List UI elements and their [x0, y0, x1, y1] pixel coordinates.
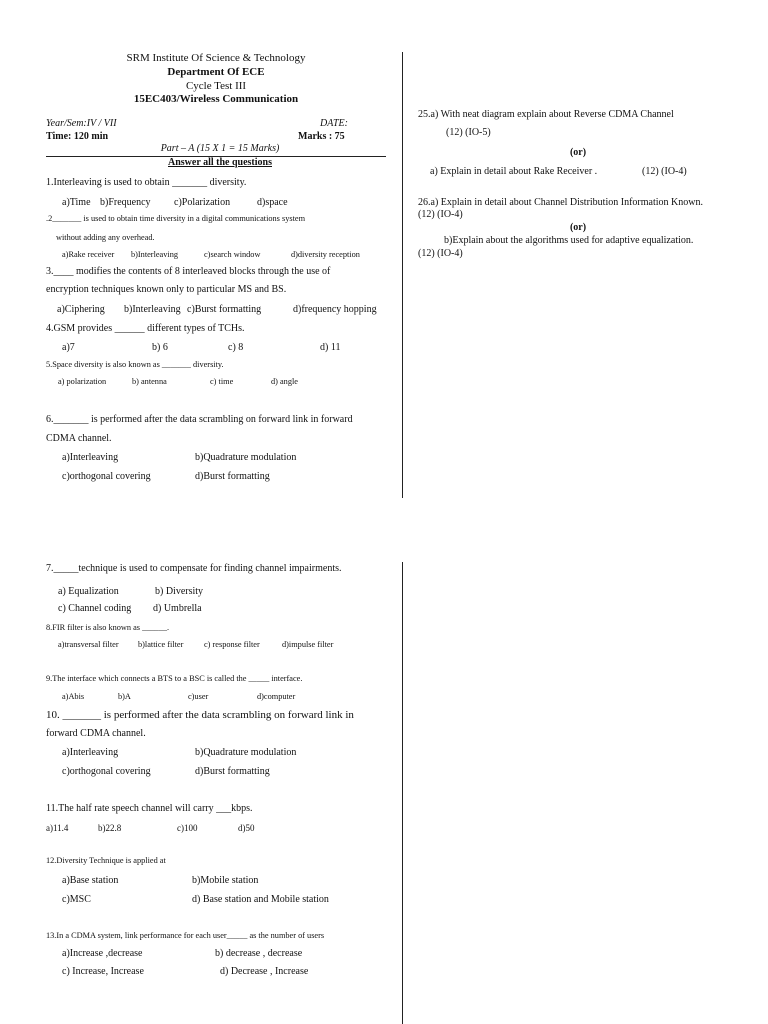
column-divider-bottom [402, 562, 403, 1024]
q5-option-d: d) angle [271, 377, 298, 386]
q8-option-a: a)transversal filter [58, 640, 119, 649]
date-label: DATE: [320, 118, 348, 129]
q25-or: (or) [569, 147, 587, 158]
q11-option-c: c)100 [177, 823, 198, 833]
q7-option-c: c) Channel coding [58, 603, 132, 614]
q11-option-a: a)11.4 [46, 823, 69, 833]
question-11: 11.The half rate speech channel will carry ___kbps. [46, 803, 253, 814]
question-3-line-2: encryption techniques known only to particular MS and BS. [46, 284, 287, 295]
q9-option-d: d)computer [257, 692, 296, 701]
question-13: 13.In a CDMA system, link performance for each user_____ as the number of users [46, 931, 325, 940]
q5-option-c: c) time [210, 377, 234, 386]
q6-option-b: b)Quadrature modulation [195, 452, 297, 463]
q2-option-d: d)diversity reception [291, 250, 360, 259]
q13-option-b: b) decrease , decrease [215, 948, 303, 959]
question-26a-line-1: 26.a) Explain in detail about Channel Distribution Information Known. [418, 197, 703, 208]
q7-option-d: d) Umbrella [153, 603, 202, 614]
question-7: 7._____technique is used to compensate for finding channel impairments. [46, 563, 342, 574]
question-6-line-1: 6._______ is performed after the data scrambling on forward link in forward [46, 414, 353, 425]
question-12: 12.Diversity Technique is applied at [46, 856, 166, 865]
q10-option-a: a)Interleaving [62, 747, 119, 758]
question-3-line-1: 3.____ modifies the contents of 8 interleaved blocks through the use of [46, 266, 331, 277]
question-26b-line-2: (12) (IO-4) [418, 248, 463, 259]
q8-option-d: d)impulse filter [282, 640, 334, 649]
question-26a-line-2: (12) (IO-4) [418, 209, 463, 220]
q10-option-c: c)orthogonal covering [62, 766, 151, 777]
q2-option-b: b)Interleaving [131, 250, 178, 259]
q12-option-c: c)MSC [62, 894, 91, 905]
question-10-line-2: forward CDMA channel. [46, 728, 146, 739]
exam-marks: Marks : 75 [298, 131, 345, 142]
q6-option-a: a)Interleaving [62, 452, 119, 463]
question-4: 4.GSM provides ______ different types of TCHs. [46, 323, 245, 334]
q4-option-d: d) 11 [320, 342, 341, 353]
q7-option-b: b) Diversity [155, 586, 204, 597]
question-10-line-1: 10. _______ is performed after the data scrambling on forward link in [46, 709, 354, 721]
column-divider-top [402, 52, 403, 498]
exam-time: Time: 120 min [46, 131, 109, 142]
q6-option-d: d)Burst formatting [195, 471, 270, 482]
question-1: 1.Interleaving is used to obtain _______ diversity. [46, 177, 247, 188]
q3-option-c: c)Burst formatting [187, 304, 262, 315]
q1-option-b: b)Frequency [100, 197, 151, 208]
q3-option-a: a)Ciphering [57, 304, 105, 315]
question-25a-line-1: 25.a) With neat diagram explain about Reverse CDMA Channel [418, 109, 674, 120]
q12-option-b: b)Mobile station [192, 875, 259, 886]
q10-option-b: b)Quadrature modulation [195, 747, 297, 758]
q12-option-a: a)Base station [62, 875, 119, 886]
exam-name: Cycle Test III [185, 80, 247, 92]
q13-option-c: c) Increase, Increase [62, 966, 144, 977]
q4-option-c: c) 8 [228, 342, 244, 353]
q1-option-a: a)Time [62, 197, 91, 208]
question-25b: a) Explain in detail about Rake Receiver . [430, 166, 598, 177]
q5-option-b: b) antenna [132, 377, 167, 386]
question-26b-line-1: b)Explain about the algorithms used for adaptive equalization. [444, 235, 694, 246]
q1-option-d: d)space [257, 197, 288, 208]
part-a-heading: Part – A (15 X 1 = 15 Marks) [160, 143, 280, 154]
question-2-line-1: .2_______ is used to obtain time diversity in a digital communications system [46, 214, 306, 223]
q26-or: (or) [569, 222, 587, 233]
question-25b-marks: (12) (IO-4) [642, 166, 687, 177]
q10-option-d: d)Burst formatting [195, 766, 270, 777]
q3-option-b: b)Interleaving [124, 304, 181, 315]
question-9: 9.The interface which connects a BTS to a BSC is called the _____ interface. [46, 674, 303, 683]
q11-option-b: b)22.8 [98, 823, 122, 833]
question-6-line-2: CDMA channel. [46, 433, 112, 444]
q4-option-a: a)7 [62, 342, 75, 353]
q2-option-c: c)search window [204, 250, 261, 259]
q13-option-d: d) Decrease , Increase [220, 966, 309, 977]
q8-option-c: c) response filter [204, 640, 260, 649]
q3-option-d: d)frequency hopping [293, 304, 377, 315]
q9-option-a: a)Abis [62, 692, 85, 701]
q12-option-d: d) Base station and Mobile station [192, 894, 329, 905]
q7-option-a: a) Equalization [58, 586, 119, 597]
question-25a-line-2: (12) (IO-5) [446, 127, 491, 138]
q6-option-c: c)orthogonal covering [62, 471, 151, 482]
q4-option-b: b) 6 [152, 342, 168, 353]
q11-option-d: d)50 [238, 823, 255, 833]
instruction: Answer all the questions [168, 157, 272, 168]
institute-name: SRM Institute Of Science & Technology [126, 52, 306, 64]
year-sem: Year/Sem:IV / VII [46, 118, 117, 129]
q2-option-a: a)Rake receiver [62, 250, 115, 259]
department-name: Department Of ECE [167, 66, 265, 78]
q8-option-b: b)lattice filter [138, 640, 184, 649]
q9-option-c: c)user [188, 692, 209, 701]
q1-option-c: c)Polarization [174, 197, 231, 208]
question-8: 8.FIR filter is also known as ______. [46, 623, 170, 632]
question-5: 5.Space diversity is also known as _______ diversity. [46, 360, 224, 369]
q9-option-b: b)A [118, 692, 131, 701]
q13-option-a: a)Increase ,decrease [62, 948, 143, 959]
question-2-line-2: without adding any overhead. [56, 233, 155, 242]
q5-option-a: a) polarization [58, 377, 107, 386]
course-name: 15EC403/Wireless Communication [133, 93, 299, 105]
